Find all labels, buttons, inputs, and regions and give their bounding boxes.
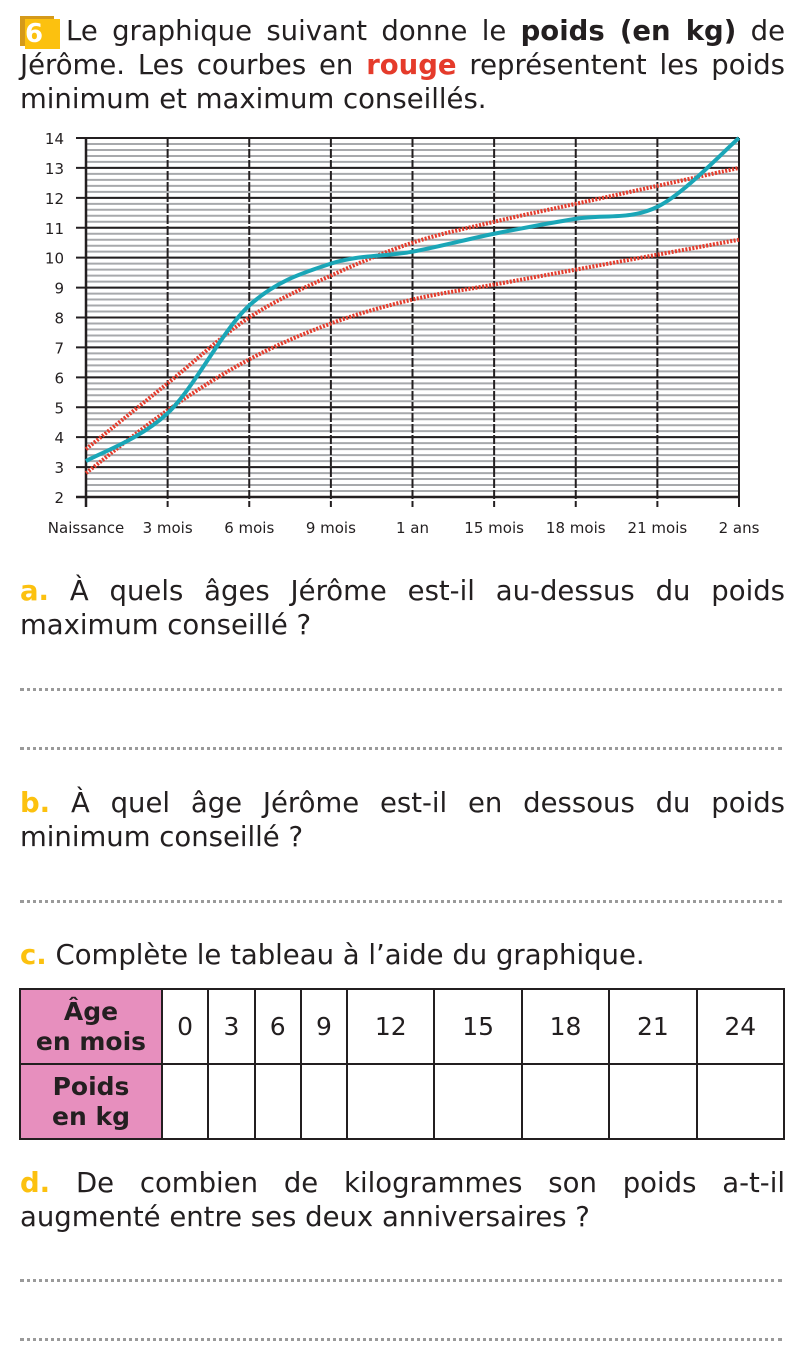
- table-row-weight: [20, 1064, 784, 1139]
- x-tick-label: 9 mois: [305, 519, 356, 537]
- table-cell-age: 21: [609, 989, 696, 1064]
- table-cell-weight-input[interactable]: [301, 1064, 347, 1139]
- x-tick-label: 6 mois: [224, 519, 275, 537]
- x-tick-label: Naissance: [47, 519, 125, 537]
- question-c-label: c.: [20, 939, 47, 971]
- intro-part-bold: poids (en kg): [520, 15, 737, 47]
- question-d: [20, 1166, 785, 1234]
- table-cell-weight-input[interactable]: [162, 1064, 208, 1139]
- question-c-text: Complète le tableau à l’aide du graphique.: [55, 939, 645, 971]
- exercise-number: 6: [25, 19, 60, 49]
- x-tick-label: 3 mois: [142, 519, 193, 537]
- table-cell-age: 6: [255, 989, 301, 1064]
- y-tick-label: 8: [54, 309, 64, 328]
- table-cell-weight-input[interactable]: [522, 1064, 609, 1139]
- header-line: en mois: [35, 1026, 147, 1056]
- table-header-weight: [20, 1064, 162, 1139]
- question-b: [20, 786, 785, 854]
- question-c: [20, 938, 785, 972]
- answer-line-b1[interactable]: [20, 900, 782, 903]
- intro-part-0: Le graphique suivant donne le: [66, 15, 521, 47]
- table-cell-age: 3: [208, 989, 254, 1064]
- table-cell-weight-input[interactable]: [255, 1064, 301, 1139]
- x-tick-label: 15 mois: [464, 519, 524, 537]
- question-d-text: De combien de kilogrammes son poids a-t-il augmenté entre ses deux anniversaires ?: [20, 1167, 785, 1233]
- weight-chart: [0, 120, 803, 550]
- x-tick-label: 1 an: [395, 519, 430, 537]
- y-tick-label: 3: [54, 459, 64, 478]
- table-cell-age: 15: [434, 989, 521, 1064]
- header-line: Poids: [52, 1071, 130, 1101]
- intro-part-4: représentent les poids minimum et maximum conseillés.: [20, 49, 785, 115]
- y-tick-label: 11: [44, 219, 64, 238]
- table-cell-age: 24: [697, 989, 784, 1064]
- y-tick-label: 10: [44, 249, 64, 268]
- intro-part-red: rouge: [366, 49, 457, 81]
- y-tick-label: 4: [54, 429, 64, 448]
- table-cell-weight-input[interactable]: [609, 1064, 696, 1139]
- question-a-text: À quels âges Jérôme est-il au-dessus du poids maximum conseillé ?: [20, 575, 786, 641]
- table-cell-age: 12: [347, 989, 434, 1064]
- table-header-age: [20, 989, 162, 1064]
- x-tick-label: 2 ans: [718, 519, 760, 537]
- x-tick-label: 21 mois: [627, 519, 688, 537]
- y-tick-label: 5: [54, 399, 64, 418]
- y-tick-label: 14: [44, 130, 64, 148]
- y-tick-label: 6: [54, 369, 64, 388]
- x-tick-labels: [48, 519, 760, 537]
- y-tick-label: 12: [44, 189, 64, 208]
- question-b-label: b.: [20, 787, 51, 819]
- y-tick-label: 2: [54, 489, 64, 507]
- answer-line-d1[interactable]: [20, 1279, 782, 1282]
- table-cell-weight-input[interactable]: [697, 1064, 784, 1139]
- question-b-text: À quel âge Jérôme est-il en dessous du poids minimum conseillé ?: [20, 787, 785, 853]
- answer-line-d2[interactable]: [20, 1338, 782, 1341]
- question-d-label: d.: [20, 1167, 51, 1199]
- table-cell-age: 0: [162, 989, 208, 1064]
- answer-line-a2[interactable]: [20, 747, 782, 750]
- intro-part-2: de Jérôme. Les courbes en: [20, 15, 785, 81]
- answer-line-a1[interactable]: [20, 688, 782, 691]
- y-tick-label: 9: [54, 279, 64, 298]
- y-tick-labels: [45, 130, 64, 507]
- header-line: Âge: [63, 996, 119, 1026]
- y-tick-label: 7: [54, 339, 64, 358]
- header-line: en kg: [52, 1101, 130, 1131]
- table-cell-weight-input[interactable]: [347, 1064, 434, 1139]
- data-table: [19, 988, 785, 1140]
- table-cell-age: 9: [301, 989, 347, 1064]
- table-cell-weight-input[interactable]: [208, 1064, 254, 1139]
- exercise-intro: [20, 14, 785, 116]
- question-a-label: a.: [20, 575, 50, 607]
- y-tick-label: 13: [44, 159, 64, 178]
- exercise-number-badge: [20, 14, 60, 48]
- table-cell-weight-input[interactable]: [434, 1064, 521, 1139]
- x-tick-label: 18 mois: [545, 519, 606, 537]
- table-cell-age: 18: [522, 989, 609, 1064]
- table-row-age: [20, 989, 784, 1064]
- question-a: [20, 574, 785, 642]
